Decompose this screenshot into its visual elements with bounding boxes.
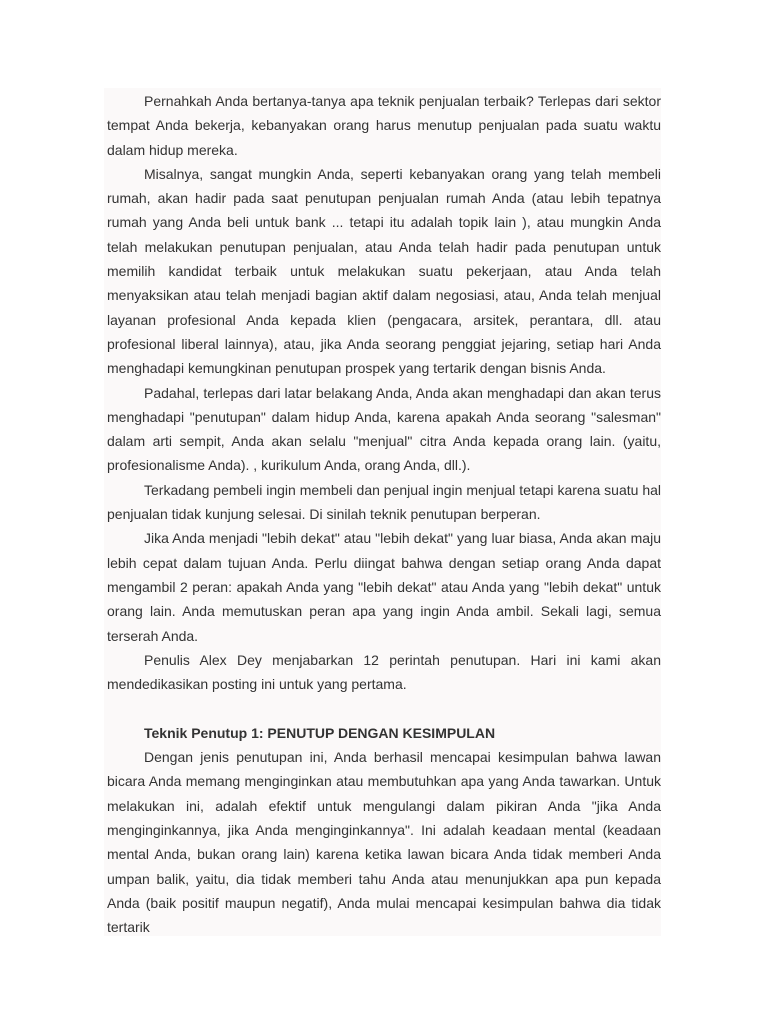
document-body bbox=[107, 89, 661, 939]
section-heading: Teknik Penutup 1: PENUTUP DENGAN KESIMPULAN bbox=[144, 724, 496, 741]
paragraph-2: Misalnya, sangat mungkin Anda, seperti kebanyakan orang yang telah membeli rumah, akan hadir pada saat penutupan penjualan rumah Anda (atau lebih tepatnya rumah yang Anda beli untuk bank ... tetapi itu adalah topik lain ), atau mungkin Anda telah melakukan penutupan penjualan, atau Anda telah hadir pada penutupan untuk memilih kandidat terbaik untuk melakukan suatu pekerjaan, atau Anda telah menyaksikan atau telah menjadi bagian aktif dalam negosiasi, atau, Anda telah menjual layanan profesional Anda kepada klien (pengacara, arsitek, perantara, dll. atau profesional liberal lainnya), atau, jika Anda seorang penggiat jejaring, setiap hari Anda menghadapi kemungkinan penutupan prospek yang tertarik dengan bisnis Anda. bbox=[107, 165, 661, 377]
paragraph-3: Padahal, terlepas dari latar belakang Anda, Anda akan menghadapi dan akan terus menghadapi "penutupan" dalam hidup Anda, karena apakah Anda seorang "salesman" dalam arti sempit, Anda akan selalu "menjual" citra Anda kepada orang lain. (yaitu, profesionalisme Anda). , kurikulum Anda, orang Anda, dll.). bbox=[107, 384, 661, 474]
section-paragraph: Dengan jenis penutupan ini, Anda berhasil mencapai kesimpulan bahwa lawan bicara Anda memang menginginkan atau membutuhkan apa yang Anda tawarkan. Untuk melakukan ini, adalah efektif untuk mengulangi dalam pikiran Anda "jika Anda menginginkannya, jika Anda menginginkannya". Ini adalah keadaan mental (keadaan mental Anda, bukan orang lain) karena ketika lawan bicara Anda tidak memberi Anda umpan balik, yaitu, dia tidak memberi tahu Anda atau menunjukkan apa pun kepada Anda (baik positif maupun negatif), Anda mulai mencapai kesimpulan bahwa dia tidak tertarik bbox=[107, 749, 661, 936]
paragraph-4: Terkadang pembeli ingin membeli dan penjual ingin menjual tetapi karena suatu hal penjualan tidak kunjung selesai. Di sinilah teknik penutupan berperan. bbox=[107, 481, 661, 523]
paragraph-spacer bbox=[107, 696, 661, 720]
paragraph-5: Jika Anda menjadi "lebih dekat" atau "lebih dekat" yang luar biasa, Anda akan maju lebih cepat dalam tujuan Anda. Perlu diingat bahwa dengan setiap orang Anda dapat mengambil 2 peran: apakah Anda yang "lebih dekat" atau Anda yang "lebih dekat" untuk orang lain. Anda memutuskan peran apa yang ingin Anda ambil. Sekali lagi, semua terserah Anda. bbox=[107, 530, 661, 644]
paragraph-1: Pernahkah Anda bertanya-tanya apa teknik penjualan terbaik? Terlepas dari sektor tempat Anda bekerja, kebanyakan orang harus menutup penjualan pada suatu waktu dalam hidup mereka. bbox=[107, 93, 661, 158]
paragraph-6: Penulis Alex Dey menjabarkan 12 perintah penutupan. Hari ini kami akan mendedikasikan posting ini untuk yang pertama. bbox=[107, 651, 661, 693]
